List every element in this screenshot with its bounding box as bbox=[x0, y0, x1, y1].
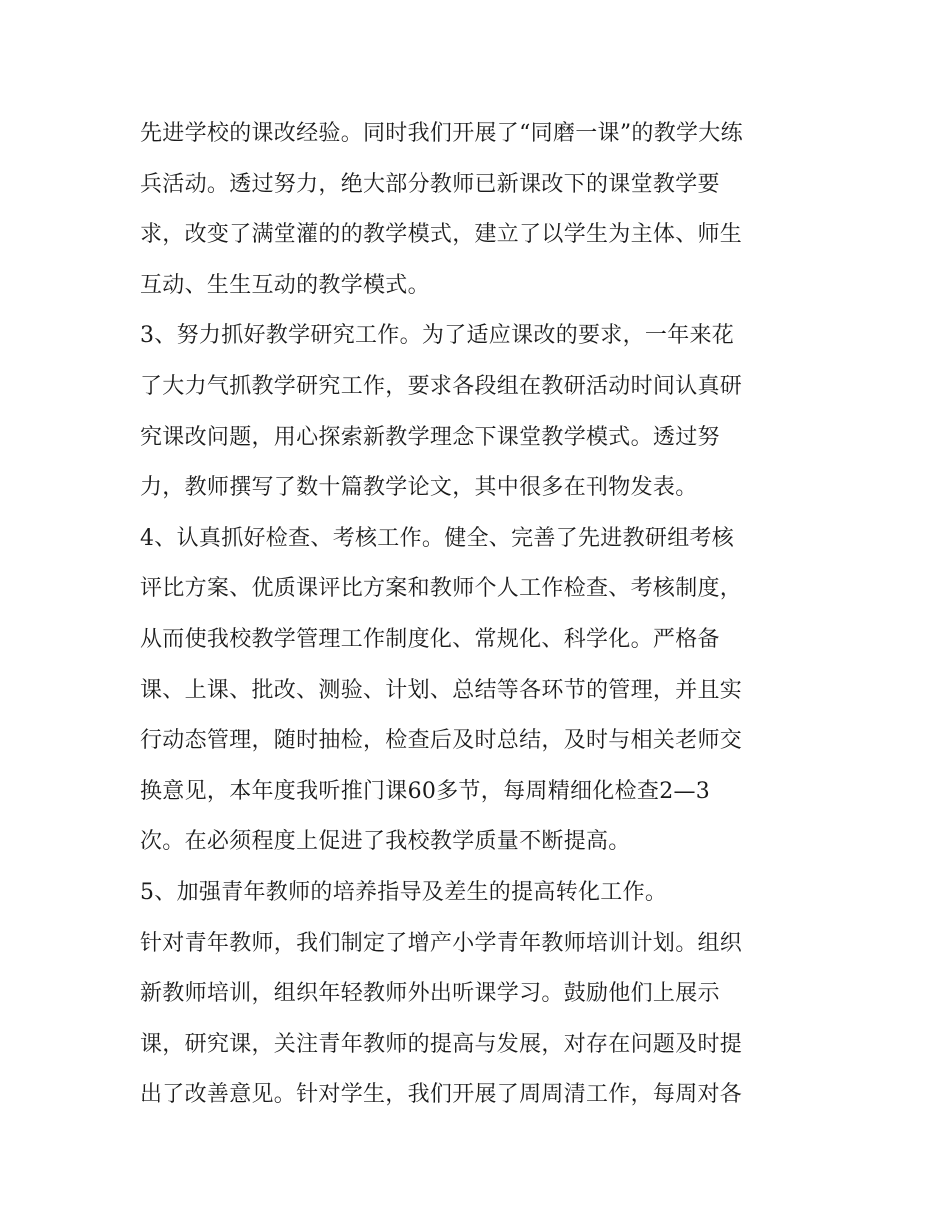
text-line: 出了改善意见。针对学生，我们开展了周周清工作，每周对各 bbox=[140, 1082, 743, 1108]
text-line: 兵活动。透过努力，绝大部分教师已新课改下的课堂教学要 bbox=[140, 171, 720, 197]
text-line: 3、努力抓好教学研究工作。为了适应课改的要求，一年来花 bbox=[140, 323, 735, 349]
text-line: 互动、生生互动的教学模式。 bbox=[140, 272, 430, 298]
text-line: 课、上课、批改、测验、计划、总结等各环节的管理，并且实 bbox=[140, 677, 743, 703]
text-line: 次。在必须程度上促进了我校教学质量不断提高。 bbox=[140, 829, 631, 855]
text-line: 行动态管理，随时抽检，检查后及时总结，及时与相关老师交 bbox=[140, 728, 743, 754]
text-line: 5、加强青年教师的培养指导及差生的提高转化工作。 bbox=[140, 879, 668, 905]
text-line: 新教师培训，组织年轻教师外出听课学习。鼓励他们上展示 bbox=[140, 981, 720, 1007]
text-line: 从而使我校教学管理工作制度化、常规化、科学化。严格备 bbox=[140, 626, 720, 652]
text-line: 求，改变了满堂灌的的教学模式，建立了以学生为主体、师生 bbox=[140, 222, 743, 248]
text-line: 了大力气抓教学研究工作，要求各段组在教研活动时间认真研 bbox=[140, 373, 743, 399]
text-line: 评比方案、优质课评比方案和教师个人工作检查、考核制度， bbox=[140, 576, 743, 602]
text-line: 课，研究课，关注青年教师的提高与发展，对存在问题及时提 bbox=[140, 1031, 743, 1057]
document-body bbox=[140, 109, 820, 1121]
text-line: 换意见，本年度我听推门课60多节，每周精细化检查2—3 bbox=[140, 778, 711, 804]
text-line: 先进学校的课改经验。同时我们开展了“同磨一课”的教学大练 bbox=[140, 121, 743, 146]
text-line: 力，教师撰写了数十篇教学论文，其中很多在刊物发表。 bbox=[140, 475, 698, 501]
text-line: 针对青年教师，我们制定了增产小学青年教师培训计划。组织 bbox=[140, 930, 743, 956]
text-line: 4、认真抓好检查、考核工作。健全、完善了先进教研组考核 bbox=[140, 525, 735, 551]
text-line: 究课改问题，用心探索新教学理念下课堂教学模式。透过努 bbox=[140, 424, 720, 450]
